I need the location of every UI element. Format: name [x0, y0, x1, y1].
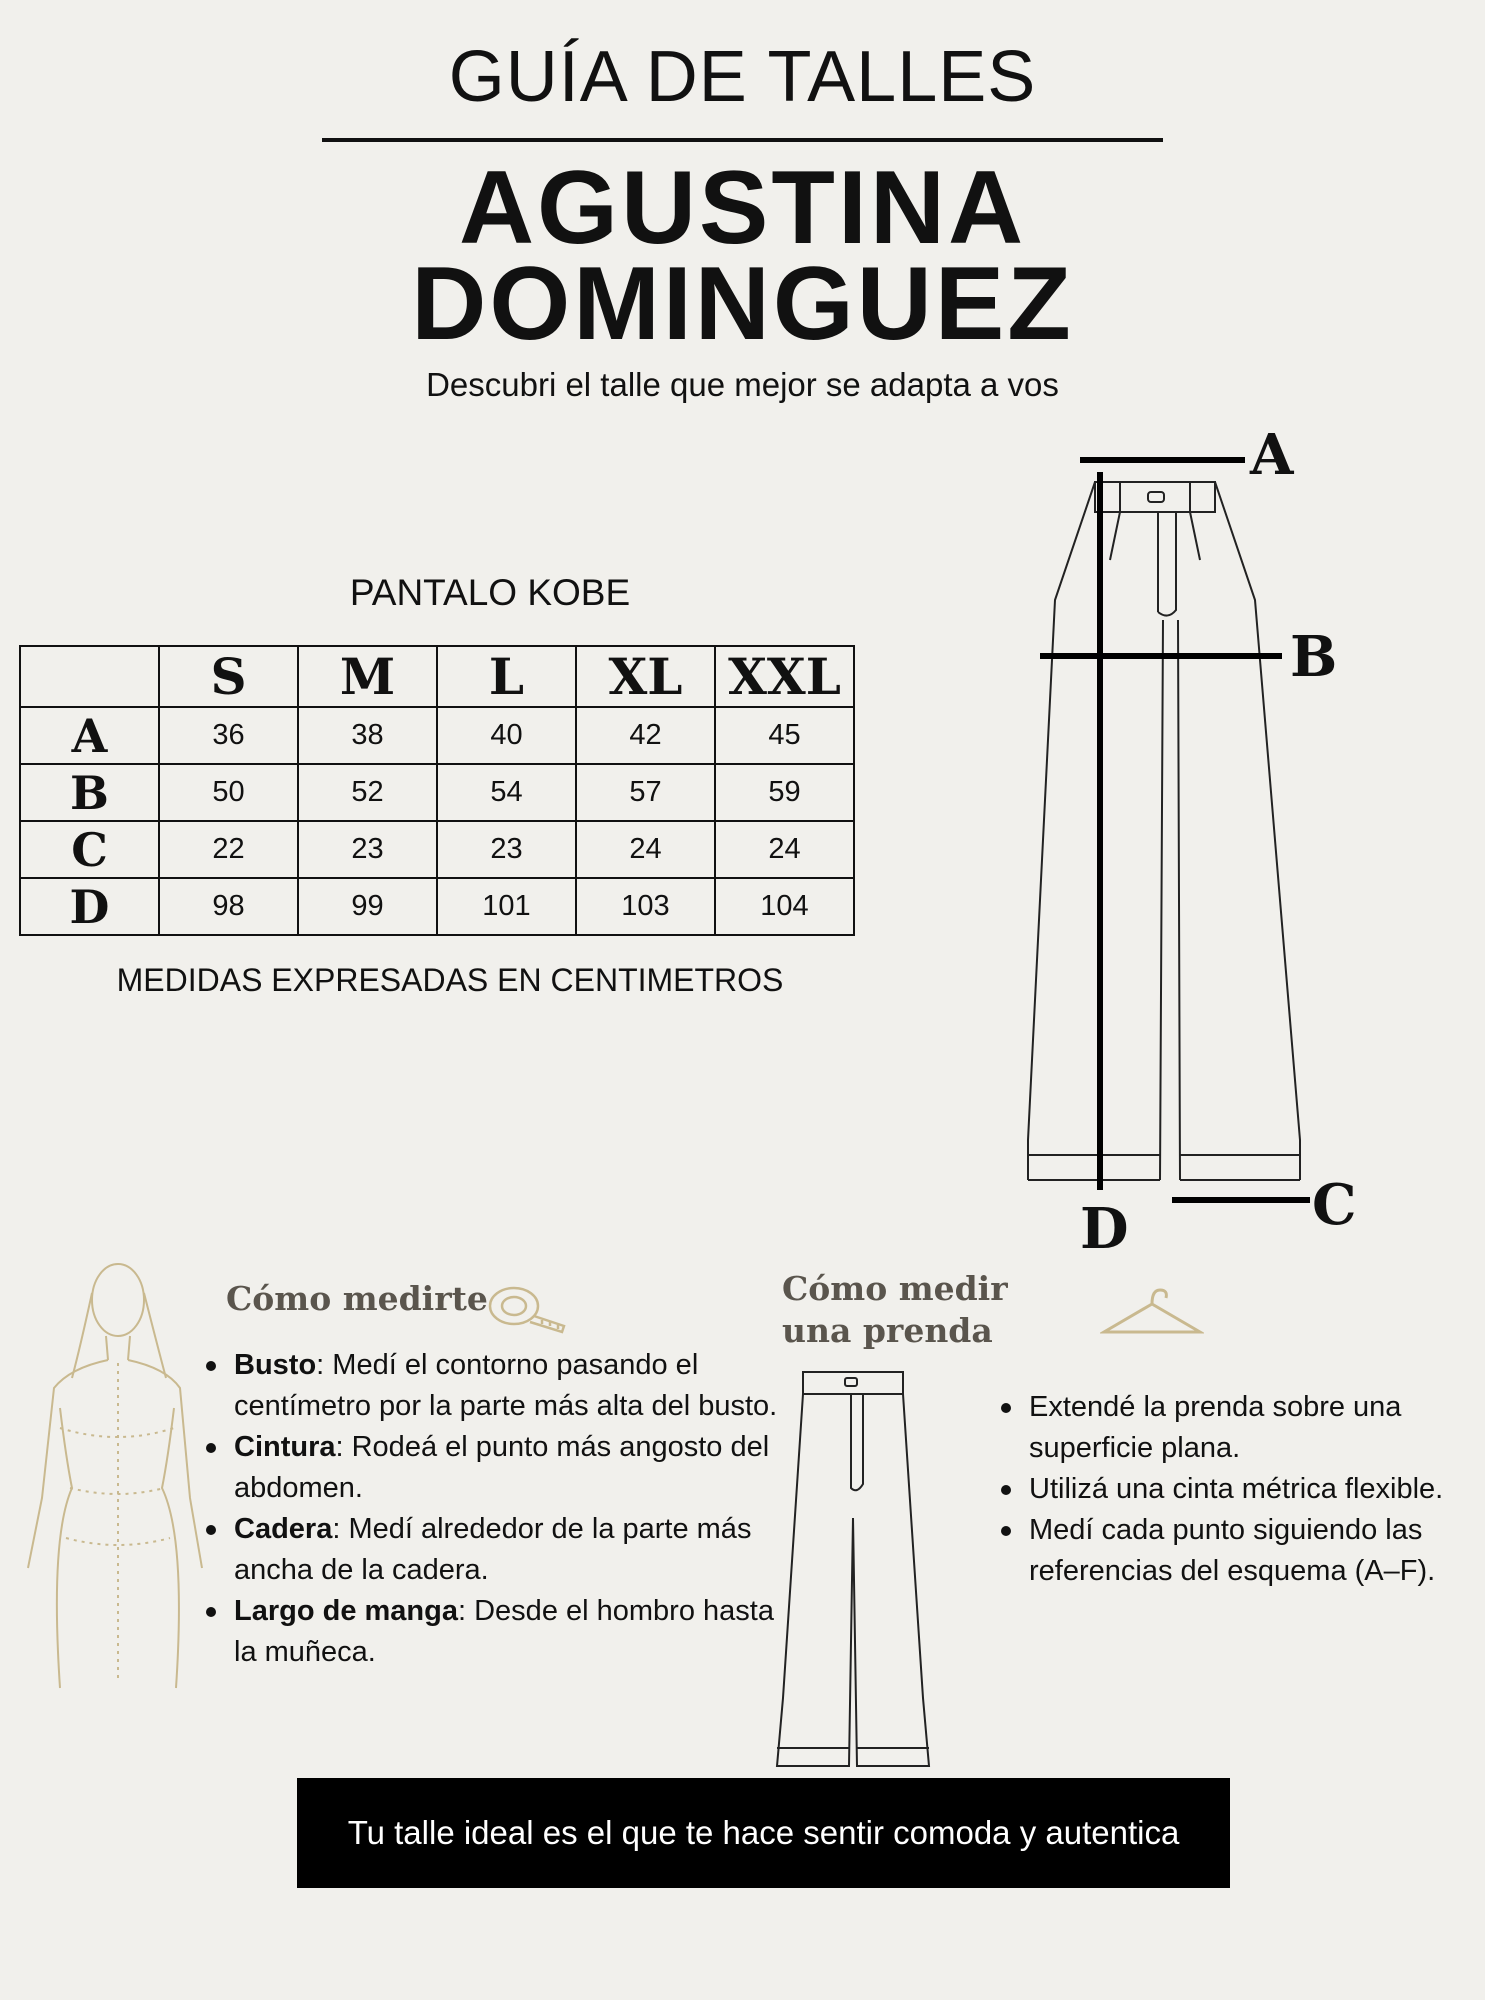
- list-item: [202, 1345, 782, 1427]
- size-header: S: [159, 646, 298, 707]
- table-cell: 101: [437, 878, 576, 935]
- table-cell: 24: [576, 821, 715, 878]
- table-cell: 40: [437, 707, 576, 764]
- guide-title: GUÍA DE TALLES: [448, 37, 1037, 117]
- tip-text: : Medí alrededor de la parte más ancha de la cadera.: [234, 1513, 752, 1586]
- table-row: [20, 821, 854, 878]
- tip-term: Largo de manga: [234, 1595, 458, 1627]
- units-note: MEDIDAS EXPRESADAS EN CENTIMETROS: [116, 962, 784, 998]
- size-header: M: [298, 646, 437, 707]
- tip-text: : Desde el hombro hasta la muñeca.: [234, 1595, 774, 1668]
- tip-text: : Rodeá el punto más angosto del abdomen.: [234, 1431, 770, 1504]
- tip-text: : Medí el contorno pasando el centímetro por la parte más alta del busto.: [234, 1349, 778, 1422]
- table-cell: 54: [437, 764, 576, 821]
- table-cell: 36: [159, 707, 298, 764]
- list-item: [202, 1427, 782, 1509]
- pants-measurement-diagram: [1000, 420, 1370, 1270]
- measure-label: B: [20, 764, 159, 821]
- table-cell: 104: [715, 878, 854, 935]
- diagram-label-b: B: [1290, 624, 1338, 690]
- brand-name-last: DOMINGUEZ: [411, 246, 1074, 362]
- table-cell: 24: [715, 821, 854, 878]
- list-item: [202, 1509, 782, 1591]
- hanger-icon: [1100, 1282, 1204, 1340]
- table-cell: 98: [159, 878, 298, 935]
- table-row: [20, 764, 854, 821]
- table-title: PANTALO KOBE: [349, 572, 631, 613]
- diagram-label-a: A: [1250, 422, 1294, 488]
- list-item: [202, 1591, 782, 1673]
- size-header: L: [437, 646, 576, 707]
- list-item: Extendé la prenda sobre una superficie plana.: [997, 1387, 1467, 1469]
- garment-measure-tips: [997, 1387, 1467, 1592]
- title-divider: [322, 138, 1163, 142]
- list-item: Utilizá una cinta métrica flexible.: [997, 1469, 1467, 1510]
- table-cell: 45: [715, 707, 854, 764]
- diagram-label-d: D: [1080, 1196, 1129, 1262]
- table-cell: 57: [576, 764, 715, 821]
- how-to-measure-title: Cómo medirte: [226, 1279, 488, 1318]
- table-cell: 22: [159, 821, 298, 878]
- how-to-measure-garment-title: Cómo medir una prenda: [782, 1269, 1008, 1350]
- measure-label: D: [20, 878, 159, 935]
- size-header: XL: [576, 646, 715, 707]
- tip-term: Cadera: [234, 1513, 333, 1545]
- table-cell: 103: [576, 878, 715, 935]
- garment-pants-illustration: [773, 1368, 933, 1770]
- size-table: [19, 645, 855, 936]
- table-cell: 59: [715, 764, 854, 821]
- table-row: [20, 707, 854, 764]
- table-cell: 52: [298, 764, 437, 821]
- table-cell: 38: [298, 707, 437, 764]
- measure-label: C: [20, 821, 159, 878]
- footer-banner: [297, 1778, 1230, 1888]
- table-row: [20, 878, 854, 935]
- subtitle: Descubri el talle que mejor se adapta a vos: [426, 366, 1059, 403]
- measure-label: A: [20, 707, 159, 764]
- body-measure-tips: [202, 1345, 782, 1673]
- table-cell: 99: [298, 878, 437, 935]
- list-item: Medí cada punto siguiendo las referencias del esquema (A–F).: [997, 1510, 1467, 1592]
- tip-term: Cintura: [234, 1431, 336, 1463]
- body-figure-illustration: [20, 1238, 210, 1698]
- brand-name-first: AGUSTINA: [458, 150, 1027, 266]
- footer-message: Tu talle ideal es el que te hace sentir comoda y autentica: [347, 1814, 1180, 1851]
- table-cell: 23: [298, 821, 437, 878]
- table-corner-cell: [20, 646, 159, 707]
- diagram-label-c: C: [1312, 1172, 1357, 1238]
- tip-term: Busto: [234, 1349, 317, 1381]
- table-cell: 23: [437, 821, 576, 878]
- table-cell: 50: [159, 764, 298, 821]
- table-cell: 42: [576, 707, 715, 764]
- size-header: XXL: [715, 646, 854, 707]
- table-header-row: [20, 646, 854, 707]
- measuring-tape-icon: [484, 1280, 568, 1334]
